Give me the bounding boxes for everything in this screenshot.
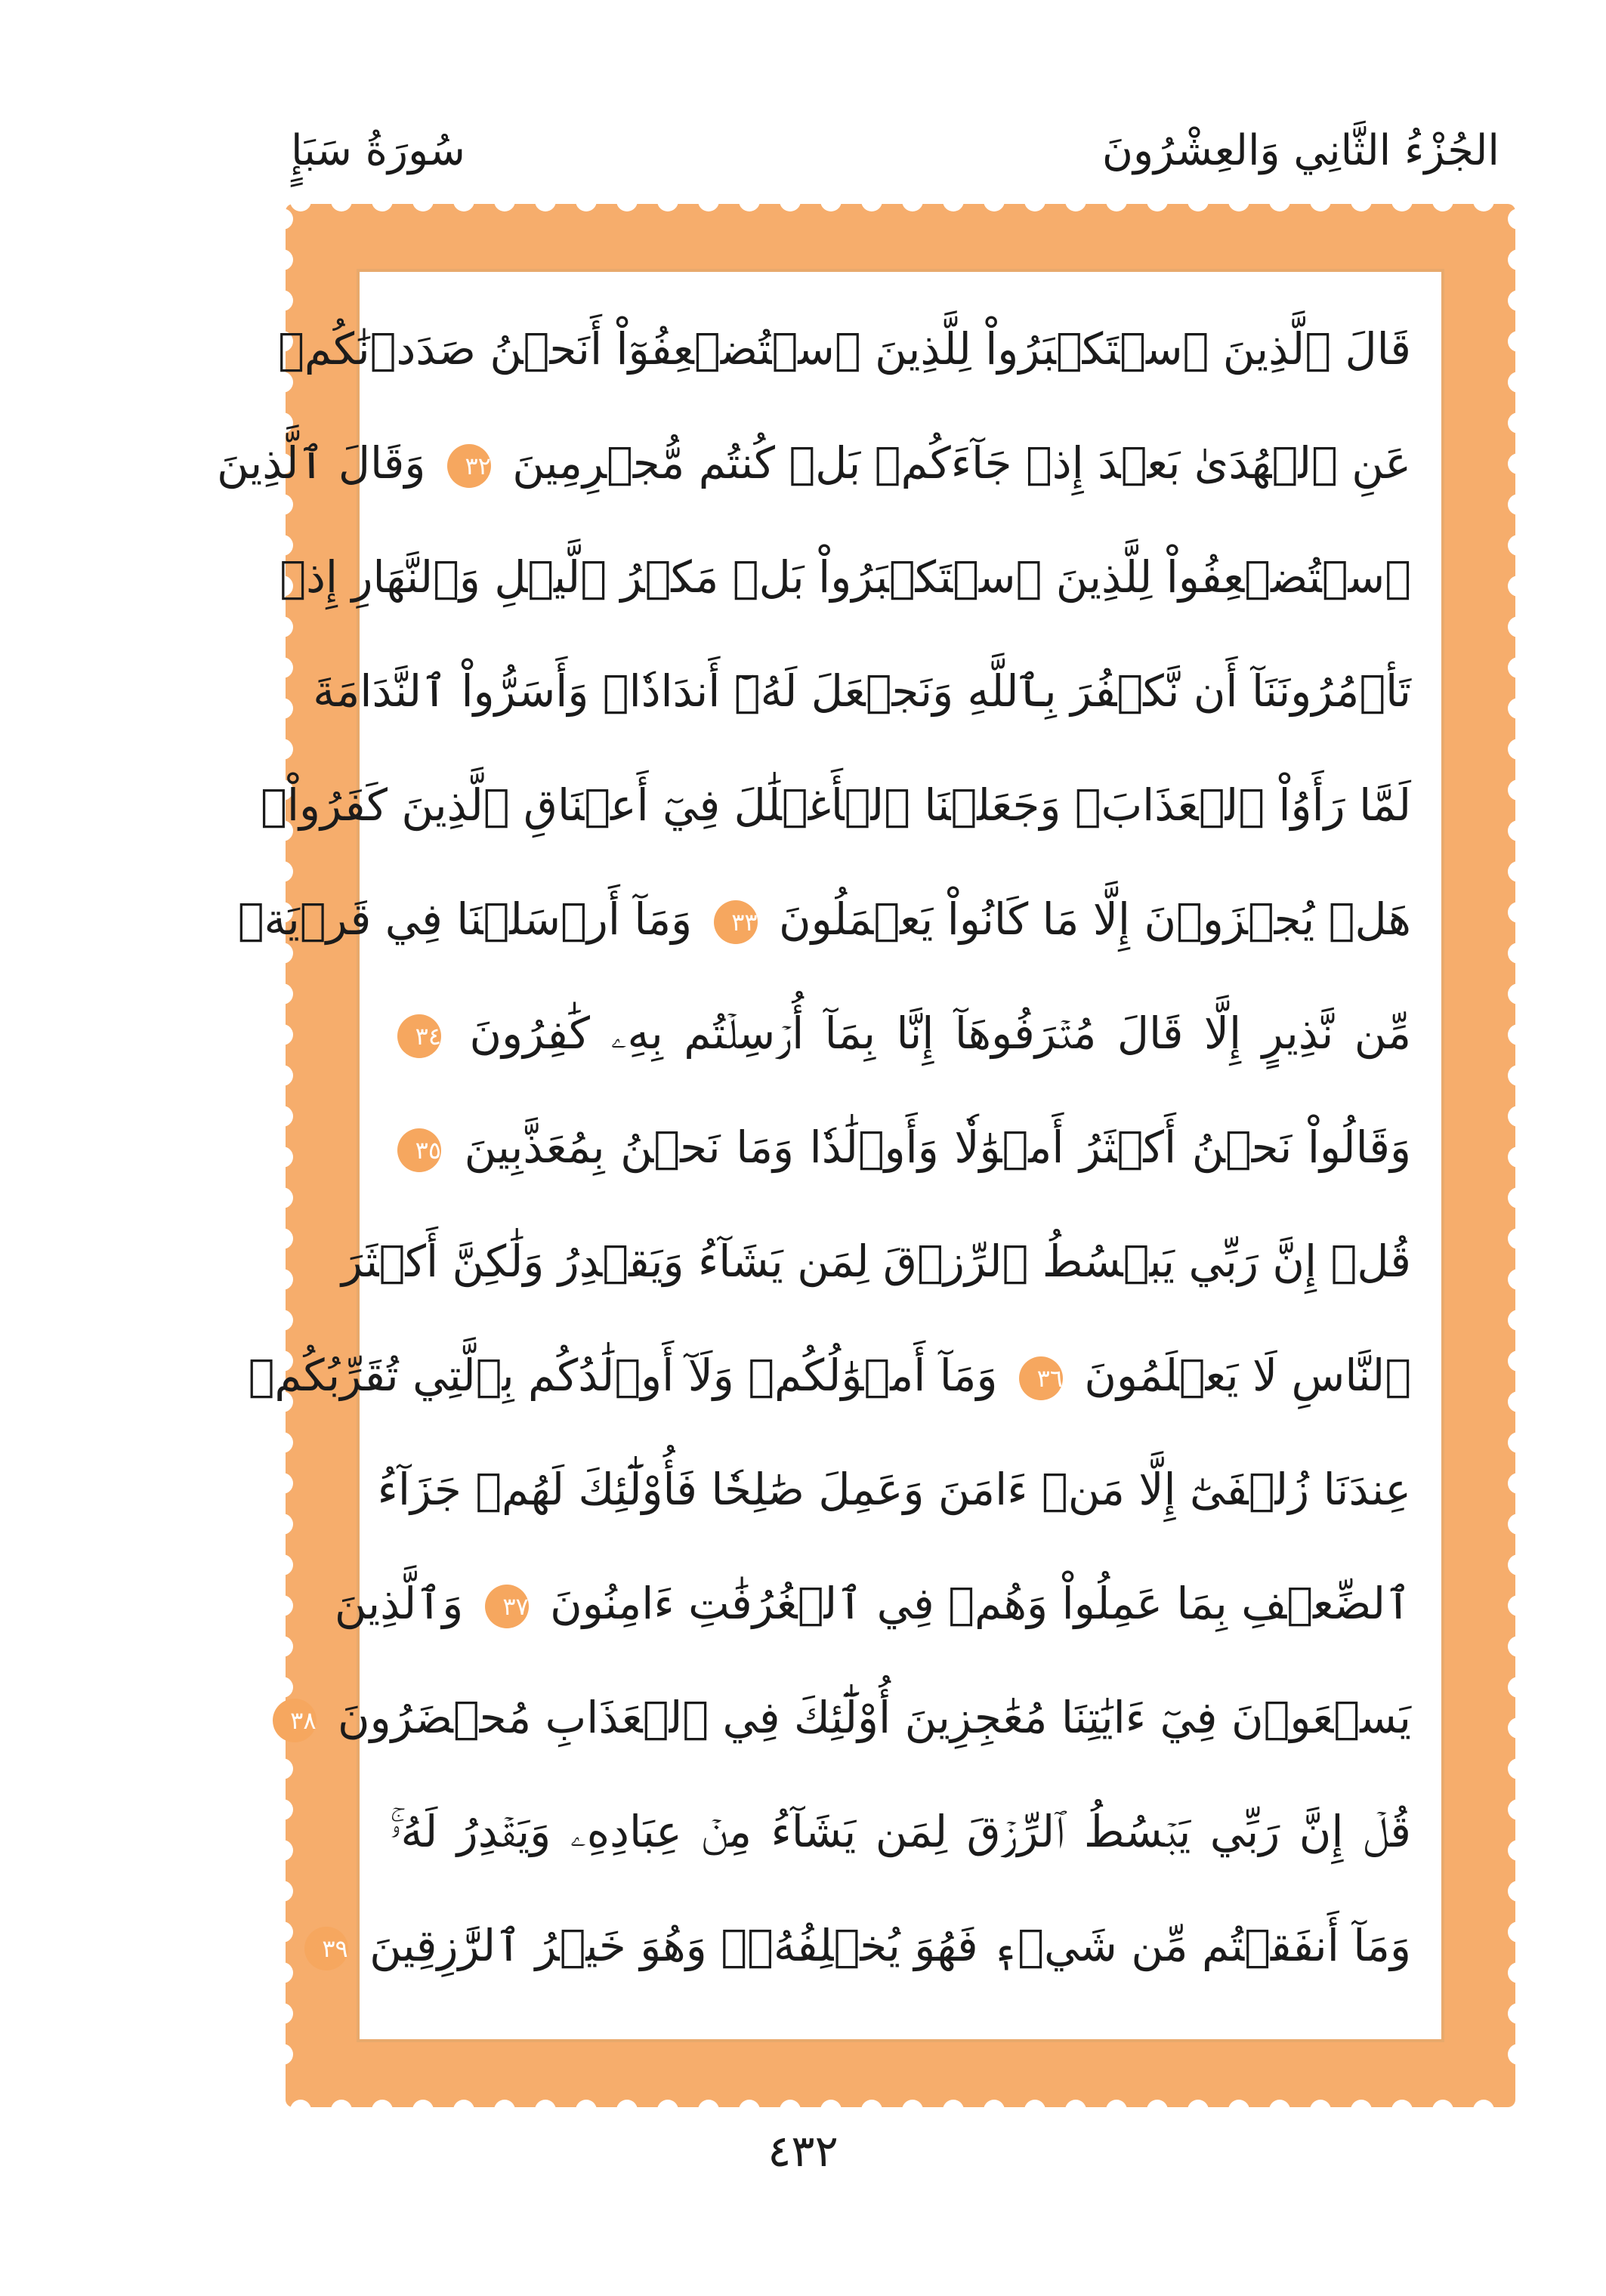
frame-scallop-bump bbox=[657, 190, 678, 211]
frame-scallop-bump bbox=[1147, 2100, 1168, 2121]
frame-scallop-bump bbox=[1024, 190, 1045, 211]
frame-scallop-bump bbox=[1508, 1310, 1529, 1331]
ayah-marker: ٣٩ bbox=[304, 1927, 348, 1970]
frame-scallop-bump bbox=[1106, 190, 1127, 211]
frame-scallop-bump bbox=[272, 208, 293, 230]
frame-scallop-bump bbox=[616, 190, 638, 211]
frame-scallop-bump bbox=[1508, 1024, 1529, 1045]
frame-scallop-bump bbox=[1508, 779, 1529, 801]
frame-scallop-bump bbox=[902, 2100, 923, 2121]
text-line bbox=[278, 296, 1411, 402]
frame-scallop-bump bbox=[1228, 190, 1249, 211]
frame-scallop-bump bbox=[453, 190, 474, 211]
verse-text: وَقَالَ ٱلَّذِينَ bbox=[216, 437, 426, 489]
frame-scallop-bump bbox=[1432, 2100, 1453, 2121]
frame-scallop-bump bbox=[1188, 2100, 1209, 2121]
frame-scallop-bump bbox=[272, 1595, 293, 1616]
frame-scallop-bump bbox=[616, 2100, 638, 2121]
text-line bbox=[390, 980, 1411, 1086]
frame-scallop-bump bbox=[1508, 1514, 1529, 1535]
frame-scallop-bump bbox=[290, 2100, 311, 2121]
frame-scallop-bump bbox=[1508, 616, 1529, 637]
frame-scallop-bump bbox=[1508, 943, 1529, 964]
text-panel bbox=[216, 281, 1432, 2030]
text-line bbox=[390, 1779, 1411, 1884]
frame-scallop-bump bbox=[1508, 535, 1529, 556]
frame-scallop-bump bbox=[1508, 861, 1529, 882]
frame-scallop-bump bbox=[1508, 1228, 1529, 1249]
page-header bbox=[291, 113, 1499, 196]
frame-scallop-bump bbox=[984, 190, 1005, 211]
frame-scallop-bump bbox=[1508, 1106, 1529, 1127]
frame-scallop-bump bbox=[861, 190, 882, 211]
verse-text: قُلۡ إِنَّ رَبِّي يَبۡسُطُ ٱلرِّزۡقَ لِمَن يَشَآءُ مِنۡ عِبَادِهِۦ وَيَقۡدِرُ لَهُۥۚ bbox=[390, 1806, 1411, 1857]
frame-scallop-bump bbox=[1391, 2100, 1413, 2121]
frame-scallop-bump bbox=[1508, 1595, 1529, 1616]
page-number: ٤٣٢ bbox=[767, 2125, 839, 2177]
ayah-marker: ٣٢ bbox=[447, 444, 491, 488]
frame-scallop-bump bbox=[1508, 2044, 1529, 2065]
frame-scallop-bump bbox=[1508, 1677, 1529, 1698]
frame-scallop-bump bbox=[272, 1065, 293, 1086]
frame-scallop-bump bbox=[272, 1187, 293, 1208]
verse-text: هَلۡ يُجۡزَوۡنَ إِلَّا مَا كَانُواْ يَعۡمَلُونَ bbox=[779, 893, 1411, 945]
frame-scallop-bump bbox=[1508, 1717, 1529, 1739]
frame-scallop-bump bbox=[1508, 1636, 1529, 1657]
frame-scallop-bump bbox=[1508, 331, 1529, 352]
frame-scallop-bump bbox=[1508, 208, 1529, 230]
frame-scallop-bump bbox=[1391, 190, 1413, 211]
frame-scallop-bump bbox=[1508, 1065, 1529, 1086]
ayah-marker: ٣٤ bbox=[397, 1014, 441, 1058]
frame-scallop-bump bbox=[1508, 1840, 1529, 1861]
frame-scallop-bump bbox=[1508, 1473, 1529, 1494]
frame-scallop-bump bbox=[1508, 290, 1529, 311]
frame-scallop-bump bbox=[535, 190, 556, 211]
text-line bbox=[248, 1322, 1411, 1428]
frame-scallop-bump bbox=[780, 190, 801, 211]
frame-scallop-bump bbox=[412, 2100, 434, 2121]
frame-scallop-bump bbox=[1508, 1881, 1529, 1902]
text-line bbox=[313, 638, 1411, 744]
ayah-marker: ٣٧ bbox=[485, 1585, 529, 1628]
frame-scallop-bump bbox=[1508, 902, 1529, 923]
frame-scallop-bump bbox=[290, 190, 311, 211]
frame-scallop-bump bbox=[1508, 372, 1529, 393]
frame-scallop-bump bbox=[1508, 1554, 1529, 1575]
text-line bbox=[390, 1094, 1411, 1200]
text-line bbox=[334, 1551, 1411, 1656]
frame-scallop-bump bbox=[1473, 190, 1494, 211]
frame-scallop-bump bbox=[331, 2100, 352, 2121]
frame-scallop-bump bbox=[272, 1554, 293, 1575]
frame-scallop-bump bbox=[1508, 1187, 1529, 1208]
verse-text: ٱلضِّعۡفِ بِمَا عَمِلُواْ وَهُمۡ فِي ٱلۡغُرُفَٰتِ ءَامِنُونَ bbox=[550, 1578, 1411, 1629]
ayah-marker: ٣٣ bbox=[714, 900, 758, 944]
frame-scallop-bump bbox=[1508, 1799, 1529, 1820]
text-line bbox=[341, 1208, 1411, 1314]
frame-scallop-bump bbox=[272, 1921, 293, 1943]
frame-scallop-bump bbox=[412, 190, 434, 211]
frame-scallop-bump bbox=[272, 1636, 293, 1657]
frame-scallop-bump bbox=[1269, 190, 1290, 211]
frame-scallop-bump bbox=[272, 1881, 293, 1902]
text-line bbox=[290, 1665, 1411, 1770]
verse-text: قُلۡ إِنَّ رَبِّي يَبۡسُطُ ٱلرِّزۡقَ لِمَن يَشَآءُ وَيَقۡدِرُ وَلَٰكِنَّ أَكۡثَرَ bbox=[341, 1236, 1411, 1287]
page-frame bbox=[216, 204, 1515, 2107]
frame-scallop-bump bbox=[272, 1106, 293, 1127]
frame-scallop-bump bbox=[272, 1473, 293, 1494]
verse-text: ٱلنَّاسِ لَا يَعۡلَمُونَ bbox=[1084, 1350, 1411, 1401]
frame-scallop-bump bbox=[1508, 1432, 1529, 1453]
frame-scallop-bump bbox=[1310, 190, 1331, 211]
frame-scallop-bump bbox=[372, 2100, 393, 2121]
ayah-marker: ٣٨ bbox=[273, 1699, 317, 1742]
ayah-marker: ٣٥ bbox=[397, 1128, 441, 1172]
frame-scallop-bump bbox=[1508, 1391, 1529, 1412]
frame-scallop-bump bbox=[453, 2100, 474, 2121]
frame-scallop-bump bbox=[1508, 249, 1529, 270]
verse-text: عِندَنَا زُلۡفَىٰٓ إِلَّا مَنۡ ءَامَنَ وَعَمِلَ صَٰلِحٗا فَأُوْلَٰٓئِكَ لَهُمۡ جَزَآءُ bbox=[377, 1464, 1411, 1515]
frame-scallop-bump bbox=[331, 190, 352, 211]
frame-scallop-bump bbox=[902, 190, 923, 211]
ayah-marker: ٣٦ bbox=[1019, 1356, 1063, 1400]
frame-scallop-bump bbox=[820, 2100, 842, 2121]
frame-scallop-bump bbox=[1508, 1758, 1529, 1779]
frame-scallop-bump bbox=[372, 190, 393, 211]
frame-scallop-bump bbox=[1351, 190, 1372, 211]
verse-text: قَالَ ٱلَّذِينَ ٱسۡتَكۡبَرُواْ لِلَّذِينَ ٱسۡتُضۡعِفُوٓاْ أَنَحۡنُ صَدَدۡنَٰكُمۡ bbox=[278, 323, 1411, 375]
frame-scallop-bump bbox=[1508, 983, 1529, 1004]
frame-scallop-bump bbox=[272, 2044, 293, 2065]
frame-scallop-bump bbox=[1351, 2100, 1372, 2121]
frame-scallop-bump bbox=[739, 190, 760, 211]
frame-scallop-bump bbox=[272, 983, 293, 1004]
frame-scallop-bump bbox=[820, 190, 842, 211]
frame-scallop-bump bbox=[1508, 739, 1529, 760]
frame-scallop-bump bbox=[1508, 698, 1529, 719]
frame-scallop-bump bbox=[272, 1962, 293, 1983]
frame-scallop-bump bbox=[1065, 190, 1086, 211]
frame-scallop-bump bbox=[1188, 190, 1209, 211]
text-line bbox=[280, 524, 1411, 630]
juz-title: الجُزْءُ الثَّانِي وَالعِشْرُونَ bbox=[1101, 126, 1499, 175]
frame-scallop-bump bbox=[1508, 1269, 1529, 1290]
frame-scallop-bump bbox=[272, 657, 293, 678]
frame-scallop-bump bbox=[1106, 2100, 1127, 2121]
frame-scallop-bump bbox=[1508, 2003, 1529, 2024]
frame-scallop-bump bbox=[739, 2100, 760, 2121]
frame-scallop-bump bbox=[576, 190, 597, 211]
frame-scallop-bump bbox=[1508, 576, 1529, 597]
frame-scallop-bump bbox=[535, 2100, 556, 2121]
frame-scallop-bump bbox=[698, 190, 719, 211]
frame-scallop-bump bbox=[1508, 1350, 1529, 1372]
text-line bbox=[261, 752, 1411, 858]
frame-scallop-bump bbox=[657, 2100, 678, 2121]
verse-text: وَٱلَّذِينَ bbox=[334, 1578, 464, 1629]
surah-title: سُورَةُ سَبَإٍ bbox=[291, 126, 465, 175]
frame-scallop-bump bbox=[1024, 2100, 1045, 2121]
frame-scallop-bump bbox=[698, 2100, 719, 2121]
frame-scallop-bump bbox=[576, 2100, 597, 2121]
frame-scallop-bump bbox=[1147, 190, 1168, 211]
verse-text: وَمَآ أَرۡسَلۡنَا فِي قَرۡيَةٖ bbox=[237, 893, 693, 945]
verse-text: عَنِ ٱلۡهُدَىٰ بَعۡدَ إِذۡ جَآءَكُمۖ بَلۡ كُنتُم مُّجۡرِمِينَ bbox=[512, 437, 1411, 489]
frame-scallop-bump bbox=[1473, 2100, 1494, 2121]
frame-scallop-bump bbox=[1508, 657, 1529, 678]
frame-scallop-bump bbox=[943, 2100, 964, 2121]
verse-text: وَمَآ أَنفَقۡتُم مِّن شَيۡءٖ فَهُوَ يُخۡلِفُهُۥۖ وَهُوَ خَيۡرُ ٱلرَّٰزِقِينَ bbox=[369, 1920, 1411, 1971]
frame-scallop-bump bbox=[984, 2100, 1005, 2121]
verse-text: وَقَالُواْ نَحۡنُ أَكۡثَرُ أَمۡوَٰلٗا وَأَوۡلَٰدٗا وَمَا نَحۡنُ بِمُعَذَّبِينَ bbox=[464, 1122, 1412, 1173]
frame-scallop-bump bbox=[1508, 1962, 1529, 1983]
frame-scallop-bump bbox=[1508, 412, 1529, 434]
frame-scallop-bump bbox=[1508, 453, 1529, 474]
frame-scallop-bump bbox=[861, 2100, 882, 2121]
frame-scallop-bump bbox=[1065, 2100, 1086, 2121]
frame-scallop-bump bbox=[1508, 1921, 1529, 1943]
verse-text: مِّن نَّذِيرٍ إِلَّا قَالَ مُتۡرَفُوهَآ إِنَّا بِمَآ أُرۡسِلۡتُم بِهِۦ كَٰفِرُونَ bbox=[469, 1008, 1412, 1059]
frame-scallop-bump bbox=[272, 1146, 293, 1168]
frame-scallop-bump bbox=[780, 2100, 801, 2121]
text-line bbox=[322, 1893, 1411, 1998]
frame-scallop-bump bbox=[1310, 2100, 1331, 2121]
frame-scallop-bump bbox=[272, 1799, 293, 1820]
frame-scallop-bump bbox=[272, 249, 293, 270]
frame-scallop-bump bbox=[272, 1514, 293, 1535]
frame-scallop-bump bbox=[1508, 1146, 1529, 1168]
text-line bbox=[237, 866, 1411, 972]
frame-scallop-bump bbox=[272, 1228, 293, 1249]
verse-text: وَمَآ أَمۡوَٰلُكُمۡ وَلَآ أَوۡلَٰدُكُم بِٱلَّتِي تُقَرِّبُكُمۡ bbox=[248, 1350, 998, 1401]
verse-text: تَأۡمُرُونَنَآ أَن نَّكۡفُرَ بِٱللَّهِ وَنَجۡعَلَ لَهُۥٓ أَندَادٗاۚ وَأَسَرُّواْ ٱلنَّدَامَةَ bbox=[313, 665, 1411, 717]
frame-scallop-bump bbox=[1228, 2100, 1249, 2121]
frame-scallop-bump bbox=[494, 2100, 515, 2121]
frame-scallop-bump bbox=[1508, 820, 1529, 841]
frame-scallop-bump bbox=[272, 698, 293, 719]
text-line bbox=[377, 1437, 1411, 1542]
frame-scallop-bump bbox=[272, 1840, 293, 1861]
frame-scallop-bump bbox=[272, 1432, 293, 1453]
frame-scallop-bump bbox=[272, 1024, 293, 1045]
frame-scallop-bump bbox=[943, 190, 964, 211]
frame-scallop-bump bbox=[1269, 2100, 1290, 2121]
frame-scallop-bump bbox=[494, 190, 515, 211]
text-line bbox=[216, 410, 1411, 516]
frame-scallop-bump bbox=[272, 1269, 293, 1290]
verse-text: لَمَّا رَأَوُاْ ٱلۡعَذَابَۚ وَجَعَلۡنَا ٱلۡأَغۡلَٰلَ فِيٓ أَعۡنَاقِ ٱلَّذِينَ كَفَرُواْۖ bbox=[261, 779, 1411, 831]
verse-text: ٱسۡتُضۡعِفُواْ لِلَّذِينَ ٱسۡتَكۡبَرُواْ بَلۡ مَكۡرُ ٱلَّيۡلِ وَٱلنَّهَارِ إِذۡ bbox=[280, 551, 1411, 603]
frame-scallop-bump bbox=[272, 2003, 293, 2024]
frame-scallop-bump bbox=[1432, 190, 1453, 211]
frame-scallop-bump bbox=[1508, 494, 1529, 515]
verse-text: يَسۡعَوۡنَ فِيٓ ءَايَٰتِنَا مُعَٰجِزِينَ أُوْلَٰٓئِكَ فِي ٱلۡعَذَابِ مُحۡضَرُونَ bbox=[337, 1692, 1411, 1743]
